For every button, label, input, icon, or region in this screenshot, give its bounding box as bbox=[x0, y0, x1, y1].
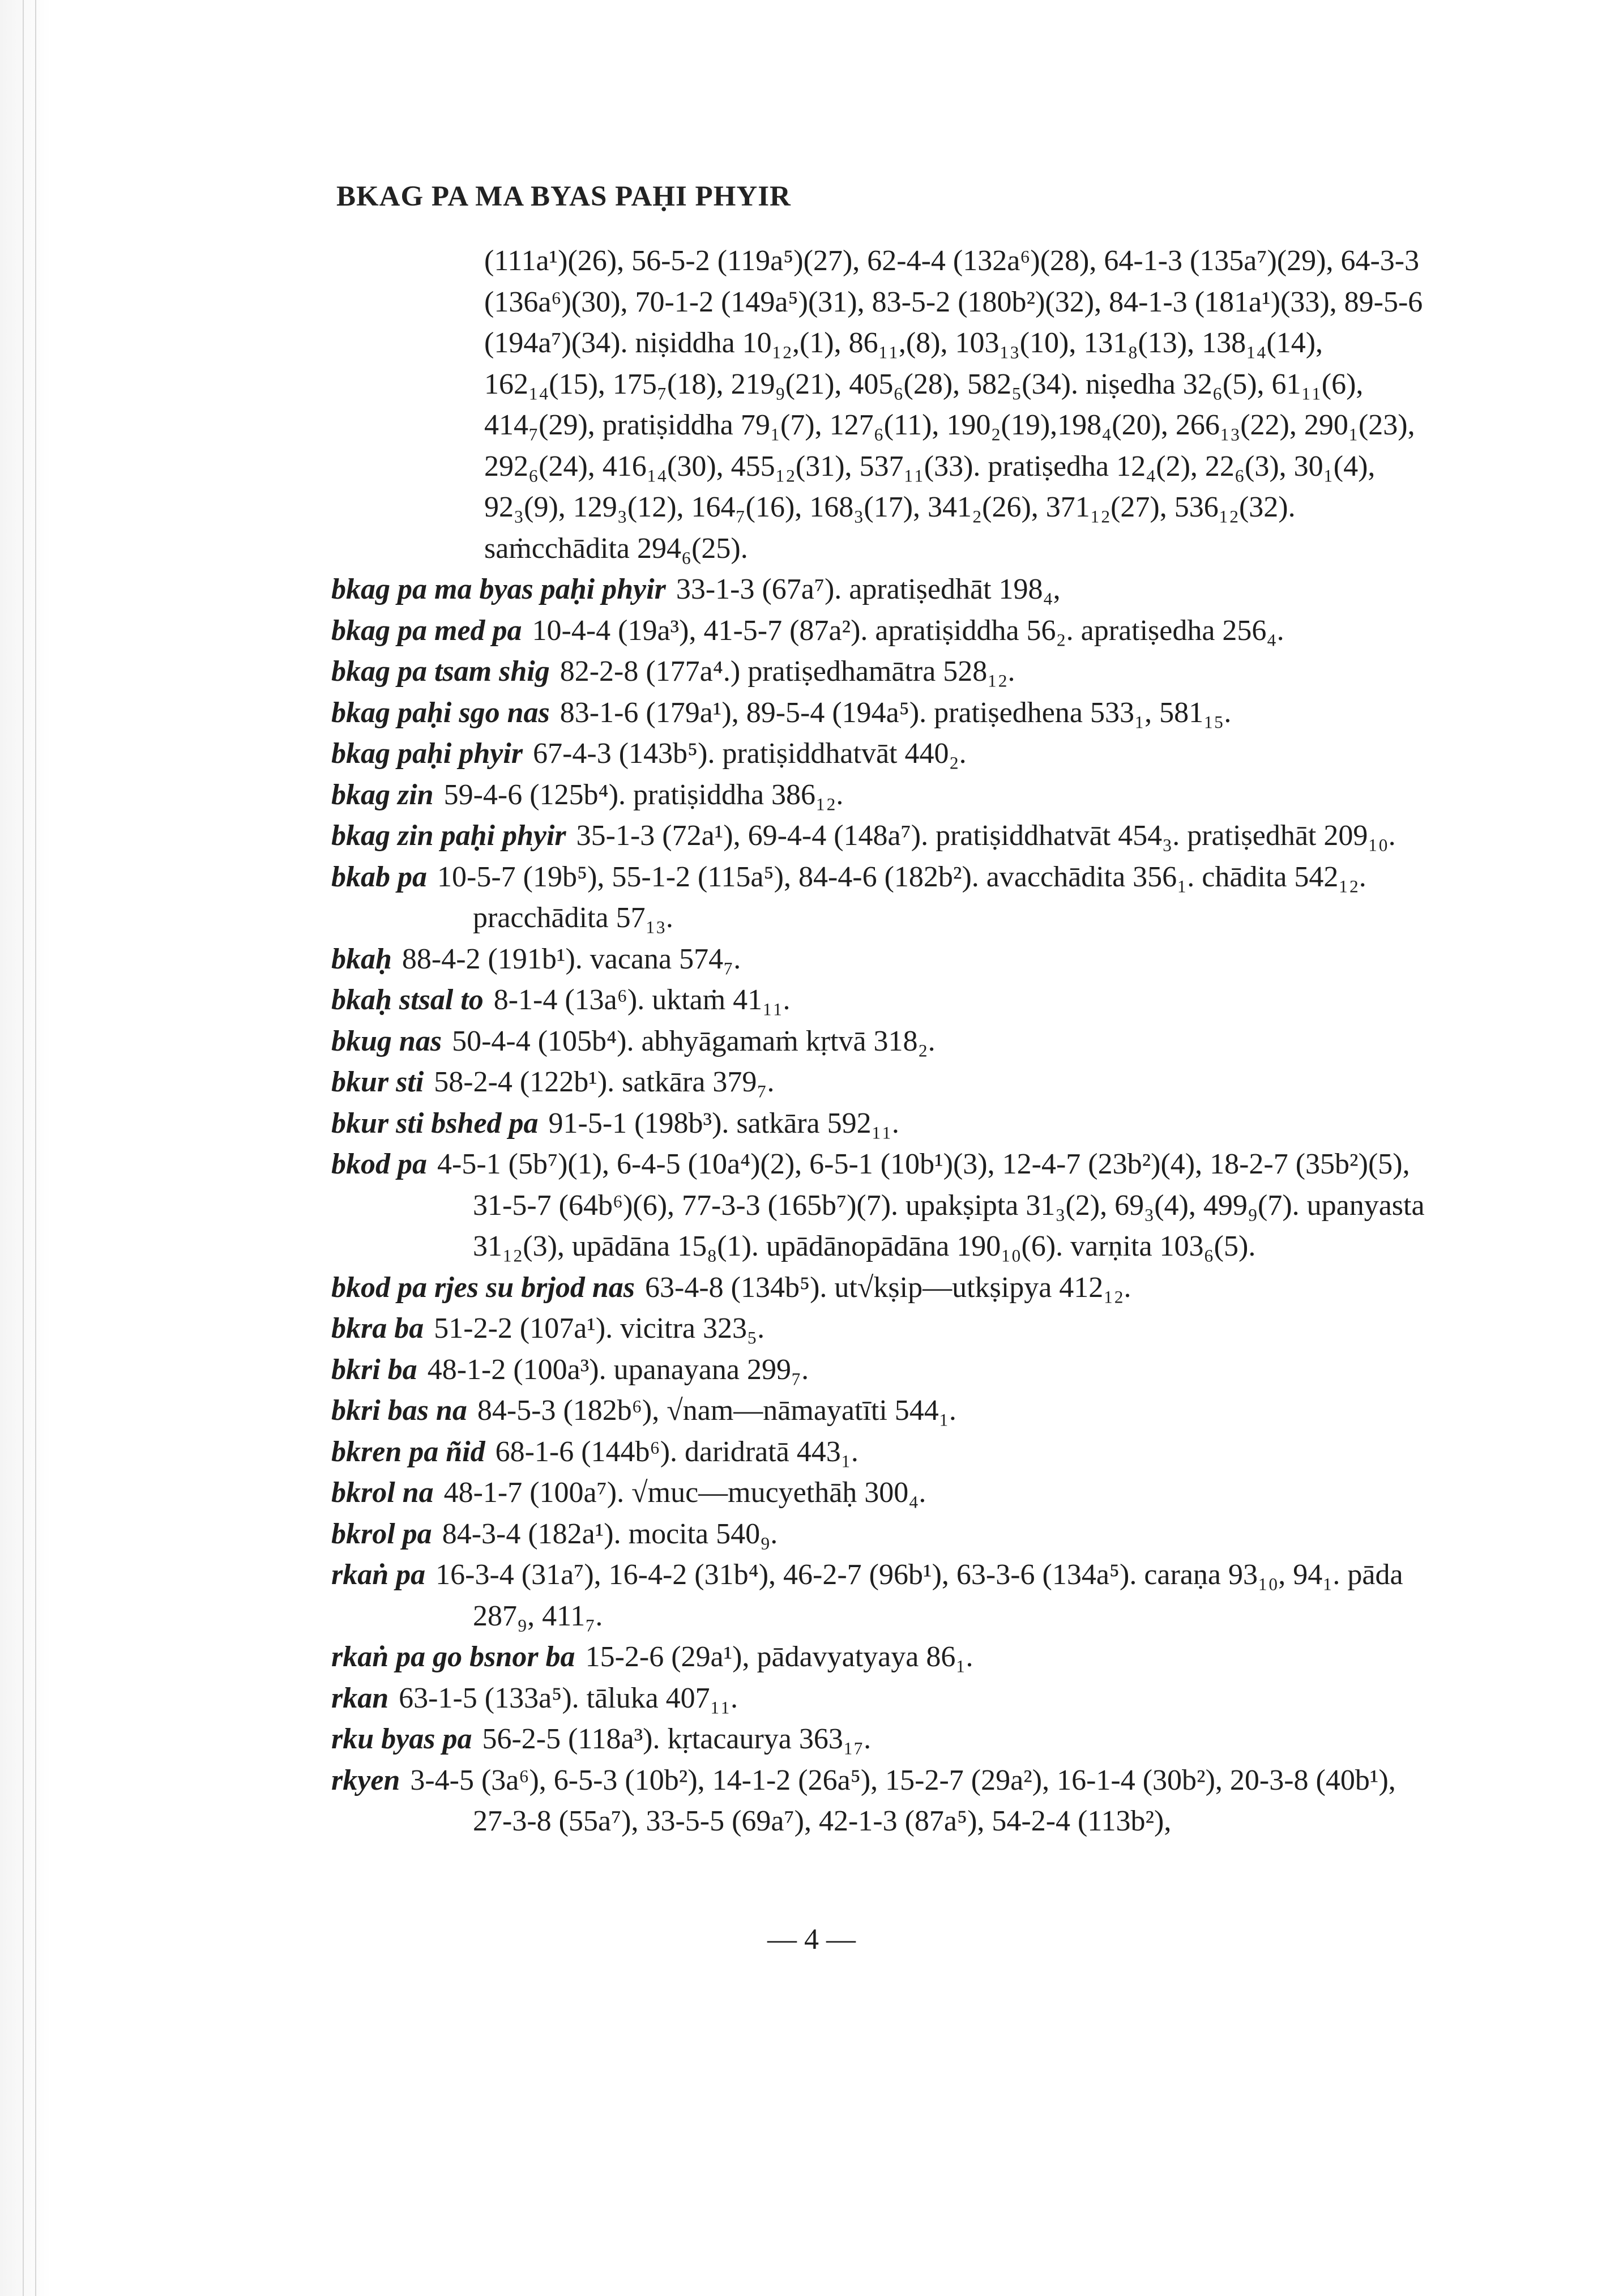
entry-text: 84-3-4 (182a¹). mocita 540₉. bbox=[442, 1517, 778, 1550]
entry-headword: bkod pa bbox=[331, 1148, 427, 1180]
entry-headword: bkag pa med pa bbox=[331, 614, 522, 647]
dictionary-entry bbox=[331, 939, 1441, 980]
entry-headword: bkra ba bbox=[331, 1312, 424, 1345]
entry-headword: rkaṅ pa bbox=[331, 1559, 426, 1591]
dictionary-entry bbox=[331, 611, 1441, 652]
entry-headword: bkug nas bbox=[331, 1025, 442, 1057]
entry-text: 67-4-3 (143b⁵). pratiṣiddhatvāt 440₂. bbox=[533, 737, 967, 770]
entry-headword: bkag zin bbox=[331, 778, 434, 811]
entry-headword: bkag pa tsam shig bbox=[331, 655, 550, 688]
dictionary-entry bbox=[331, 1760, 1441, 1842]
entry-headword: bkag paḥi phyir bbox=[331, 737, 523, 770]
dictionary-entry bbox=[331, 1514, 1441, 1555]
dictionary-entry bbox=[331, 693, 1441, 734]
entry-text: 48-1-2 (100a³). upanayana 299₇. bbox=[427, 1353, 809, 1386]
entry-text: 68-1-6 (144b⁶). daridratā 443₁. bbox=[495, 1435, 859, 1468]
entry-text: 51-2-2 (107a¹). vicitra 323₅. bbox=[434, 1312, 765, 1345]
entry-text: 35-1-3 (72a¹), 69-4-4 (148a⁷). pratiṣiddhatvāt 454₃. pratiṣedhāt 209₁₀. bbox=[576, 820, 1396, 852]
dictionary-entry bbox=[331, 1103, 1441, 1145]
dictionary-entry bbox=[331, 1555, 1441, 1637]
entry-headword: rkyen bbox=[331, 1764, 400, 1796]
entry-text: 3-4-5 (3a⁶), 6-5-3 (10b²), 14-1-2 (26a⁵), 15-2-7 (29a²), 16-1-4 (30b²), 20-3-8 (40b¹), 27-3-8 (55a⁷), 33-5-5 (69a⁷), 42-1-3 (87a⁵), 54-2-4 (113b²), bbox=[410, 1764, 1396, 1837]
entry-headword: bkri ba bbox=[331, 1353, 417, 1386]
entry-text: 33-1-3 (67a⁷). apratiṣedhāt 198₄, bbox=[676, 573, 1061, 605]
entry-headword: bkab pa bbox=[331, 860, 427, 893]
dictionary-entry bbox=[331, 1062, 1441, 1103]
dictionary-entry bbox=[331, 1719, 1441, 1760]
dictionary-entry bbox=[331, 1637, 1441, 1678]
dictionary-entry bbox=[331, 569, 1441, 611]
entry-headword: rku byas pa bbox=[331, 1723, 472, 1755]
entry-text: 8-1-4 (13a⁶). uktaṁ 41₁₁. bbox=[493, 984, 791, 1016]
dictionary-entry bbox=[331, 1144, 1441, 1268]
entry-headword: bkren pa ñid bbox=[331, 1435, 485, 1468]
entry-text: 83-1-6 (179a¹), 89-5-4 (194a⁵). pratiṣedhena 533₁, 581₁₅. bbox=[559, 696, 1232, 729]
dictionary-entry bbox=[331, 651, 1441, 693]
entry-text: 63-4-8 (134b⁵). ut√kṣip—utkṣipya 412₁₂. bbox=[645, 1271, 1131, 1304]
entry-headword: bkri bas na bbox=[331, 1394, 467, 1427]
page-number: — 4 — bbox=[767, 1923, 856, 1956]
dictionary-entry bbox=[331, 1350, 1441, 1391]
entry-text: 56-2-5 (118a³). kṛtacaurya 363₁₇. bbox=[482, 1723, 872, 1755]
entry-text: 63-1-5 (133a⁵). tāluka 407₁₁. bbox=[399, 1682, 738, 1714]
entry-headword: bkaḥ bbox=[331, 942, 392, 975]
entry-headword: bkag pa ma byas paḥi phyir bbox=[331, 573, 666, 605]
entry-text: 48-1-7 (100a⁷). √muc—mucyethāḥ 300₄. bbox=[443, 1476, 926, 1509]
dictionary-entry bbox=[331, 816, 1441, 857]
entry-text: 59-4-6 (125b⁴). pratiṣiddha 386₁₂. bbox=[443, 778, 844, 811]
continuation-entry: (111a¹)(26), 56-5-2 (119a⁵)(27), 62-4-4 (132a⁶)(28), 64-1-3 (135a⁷)(29), 64-3-3 (136a⁶)(30), 70-1-2 (149a⁵)(31), 83-5-2 (180b²)(32), 84-1-3 (181a¹)(33), 89-5-6 (194a⁷)(34). niṣiddha 10₁₂,(1), 86₁₁,(8), 103₁₃(10), 131₈(13), 138₁₄(14), 162₁₄(15), 175₇(18), 219₉(21), 405₆(28), 582₅(34). niṣedha 32₆(5), 61₁₁(6), 414₇(29), pratiṣiddha 79₁(7), 127₆(11), 190₂(19),198₄(20), 266₁₃(22), 290₁(23), 292₆(24), 416₁₄(30), 455₁₂(31), 537₁₁(33). pratiṣedha 12₄(2), 22₆(3), 30₁(4), 92₃(9), 129₃(12), 164₇(16), 168₃(17), 341₂(26), 371₁₂(27), 536₁₂(32). saṁcchādita 294₆(25). bbox=[484, 245, 1423, 565]
entry-text: 82-2-8 (177a⁴.) pratiṣedhamātra 528₁₂. bbox=[559, 655, 1015, 688]
entry-headword: bkaḥ stsal to bbox=[331, 984, 484, 1016]
dictionary-entry bbox=[331, 1473, 1441, 1514]
entry-headword: bkag zin paḥi phyir bbox=[331, 820, 566, 852]
entry-headword: bkod pa rjes su brjod nas bbox=[331, 1271, 635, 1304]
entry-headword: bkur sti bbox=[331, 1066, 424, 1098]
entry-text: 88-4-2 (191b¹). vacana 574₇. bbox=[402, 942, 741, 975]
dictionary-entry bbox=[331, 1308, 1441, 1350]
dictionary-entry bbox=[331, 733, 1441, 775]
entry-text: 50-4-4 (105b⁴). abhyāgamaṁ kṛtvā 318₂. bbox=[452, 1025, 936, 1057]
running-head: BKAG PA MA BYAS PAḤI PHYIR bbox=[336, 181, 791, 212]
entry-text: 58-2-4 (122b¹). satkāra 379₇. bbox=[434, 1066, 775, 1098]
dictionary-entry bbox=[331, 775, 1441, 816]
dictionary-entry bbox=[331, 1268, 1441, 1309]
dictionary-entries bbox=[331, 241, 1441, 1842]
entry-text: 4-5-1 (5b⁷)(1), 6-4-5 (10a⁴)(2), 6-5-1 (10b¹)(3), 12-4-7 (23b²)(4), 18-2-7 (35b²)(5), 31-5-7 (64b⁶)(6), 77-3-3 (165b⁷)(7). upakṣipta 31₃(2), 69₃(4), 499₉(7). upanyasta 31₁₂(3), upādāna 15₈(1). upādānopādāna 190₁₀(6). varṇita 103₆(5). bbox=[437, 1148, 1425, 1262]
entry-text: 16-3-4 (31a⁷), 16-4-2 (31b⁴), 46-2-7 (96b¹), 63-3-6 (134a⁵). caraṇa 93₁₀, 94₁. pāda 287₉, 411₇. bbox=[435, 1559, 1403, 1632]
entry-text: 84-5-3 (182b⁶), √nam—nāmayatīti 544₁. bbox=[477, 1394, 956, 1427]
dictionary-entry bbox=[331, 1390, 1441, 1432]
dictionary-entry bbox=[331, 1678, 1441, 1719]
entry-headword: bkag paḥi sgo nas bbox=[331, 696, 550, 729]
entry-headword: bkrol pa bbox=[331, 1517, 432, 1550]
entry-text: 10-5-7 (19b⁵), 55-1-2 (115a⁵), 84-4-6 (182b²). avacchādita 356₁. chādita 542₁₂. pracchādita 57₁₃. bbox=[437, 860, 1366, 934]
entry-text: 91-5-1 (198b³). satkāra 592₁₁. bbox=[548, 1107, 899, 1140]
entry-headword: rkaṅ pa go bsnor ba bbox=[331, 1641, 575, 1673]
entry-headword: bkrol na bbox=[331, 1476, 434, 1509]
entry-text: 10-4-4 (19a³), 41-5-7 (87a²). apratiṣiddha 56₂. apratiṣedha 256₄. bbox=[532, 614, 1284, 647]
dictionary-entry bbox=[331, 1021, 1441, 1062]
dictionary-entry bbox=[331, 980, 1441, 1021]
entry-headword: rkan bbox=[331, 1682, 389, 1714]
entry-text: 15-2-6 (29a¹), pādavyatyaya 86₁. bbox=[585, 1641, 973, 1673]
dictionary-entry bbox=[331, 857, 1441, 939]
entry-headword: bkur sti bshed pa bbox=[331, 1107, 539, 1140]
dictionary-entry bbox=[331, 1432, 1441, 1473]
